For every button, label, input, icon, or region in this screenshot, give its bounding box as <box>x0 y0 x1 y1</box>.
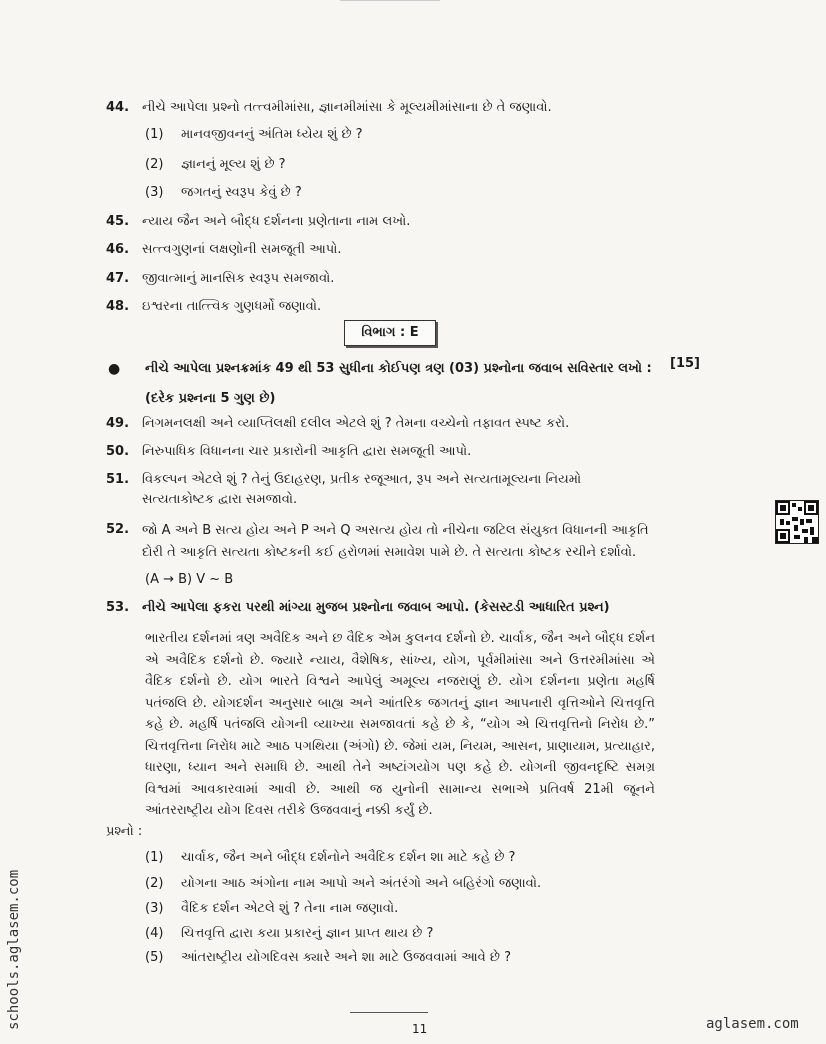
question-50: 50. નિરુપાધિક વિધાનના ચાર પ્રકારોની આકૃતિ દ્વારા સમજૂતી આપો. <box>106 444 472 459</box>
question-45: 45. ન્યાય જૈન અને બૌદ્ધ દર્શનના પ્રણેતાના નામ લખો. <box>106 214 411 229</box>
passage-question-3: (3) વૈદિક દર્શન એટલે શું ? તેના નામ જણાવો. <box>145 901 399 916</box>
questions-heading: પ્રશ્નો : <box>106 824 143 839</box>
question-46: 46. સત્ત્વગુણનાં લક્ષણોની સમજૂતી આપો. <box>106 242 342 257</box>
q44-sub-1: (1) માનવજીવનનું અંતિમ ધ્યેય શું છે ? <box>145 127 363 142</box>
passage-question-1: (1) ચાર્વાક, જૈન અને બૌદ્ધ દર્શનોને અવૈદિક દર્શન શા માટે કહે છે ? <box>145 850 516 865</box>
page-number: 11 <box>412 1022 428 1036</box>
question-47: 47. જીવાત્માનું માનસિક સ્વરૂપ સમજાવો. <box>106 271 335 286</box>
corner-watermark: aglasem.com <box>706 1016 799 1032</box>
passage-question-2: (2) યોગના આઠ અંગોના નામ આપો અને અંતરંગો અને બહિરંગો જણાવો. <box>145 876 542 891</box>
section-heading: વિભાગ : E <box>344 320 436 346</box>
qr-code-icon <box>775 500 819 544</box>
question-49: 49. નિગમનલક્ષી અને વ્યાપ્તિલક્ષી દલીલ એટલે શું ? તેમના વચ્ચેનો તફાવત સ્પષ્ટ કરો. <box>106 416 570 431</box>
q44-sub-2: (2) જ્ઞાનનું મૂલ્ય શું છે ? <box>145 157 286 172</box>
question-48: 48. ઇશ્વરના તાત્ત્વિક ગુણધર્મો જણાવો. <box>106 299 322 314</box>
question-number: 44. <box>106 100 130 115</box>
passage-question-5: (5) આંતરાષ્ટ્રીય યોગદિવસ ક્યારે અને શા માટે ઉજવવામાં આવે છે ? <box>145 950 512 965</box>
question-51: 51. વિકલ્પન એટલે શું ? તેનું ઉદાહરણ, પ્રતીક રજૂઆત, રૂપ અને સત્યતામૂલ્યના નિયમો સત્યતાકોષ્ટક દ્વારા સમજાવો. <box>106 472 582 507</box>
q44-sub-3: (3) જગતનું સ્વરૂપ કેવું છે ? <box>145 185 302 200</box>
bullet-icon: ● <box>108 361 121 377</box>
question-text: નીચે આપેલા પ્રશ્નો તત્ત્વમીમાંસા, જ્ઞાનમીમાંસા કે મૂલ્યમીમાંસાના છે તે જણાવો. <box>142 100 552 115</box>
top-scan-mark <box>340 0 440 5</box>
side-watermark: schools.aglasem.com <box>6 869 22 1030</box>
question-52: 52. જો A અને B સત્ય હોય અને P અને Q અસત્ય હોય તો નીચેના જટિલ સંયુક્ત વિધાનની આકૃતિ દોરી તે આકૃતિ સત્યતા કોષ્ટકની કઈ હરોળમાં સમાવેશ પામે છે. તે સત્યતા કોષ્ટક રચીને દર્શાવો. <box>106 522 649 560</box>
section-marks: [15] <box>670 356 700 371</box>
question-44 <box>106 98 706 118</box>
section-instruction: નીચે આપેલા પ્રશ્નક્રમાંક 49 થી 53 સુધીના કોઈપણ ત્રણ (03) પ્રશ્નોના જવાબ સવિસ્તાર લખો : (દરેક પ્રશ્નના 5 ગુણ છે) <box>145 361 652 406</box>
passage-question-4: (4) ચિત્તવૃત્તિ દ્વારા કયા પ્રકારનું જ્ઞાન પ્રાપ્ત થાય છે ? <box>145 926 434 941</box>
question-53: 53. નીચે આપેલા ફકરા પરથી માંગ્યા મુજબ પ્રશ્નોના જવાબ આપો. (કેસસ્ટડી આધારિત પ્રશ્ન) <box>106 600 610 615</box>
case-study-passage: ભારતીય દર્શનમાં ત્રણ અવૈદિક અને છ વૈદિક એમ કુલનવ દર્શનો છે. ચાર્વાક, જૈન અને બૌદ્ધ દર્શન એ અવૈદિક દર્શનો છે. જ્યારે ન્યાય, વૈશેષિક, સાંખ્ય, યોગ, પૂર્વમીમાંસા અને ઉત્તરમીમાંસા એ વૈદિક દર્શનો છે. યોગ ભારતે વિશ્વને આપેલું અમૂલ્ય નજરાણું છે. યોગ દર્શનના પ્રણેતા મહર્ષિ પતંજલિ છે. યોગદર્શન અનુસાર બાહ્ય અને આંતરિક જગતનું જ્ઞાન આપનારી વૃત્તિઓને ચિત્તવૃત્તિ કહે છે. મહર્ષિ પતંજલિ યોગની વ્યાખ્યા સમજાવતાં કહે છે કે, “યોગ એ ચિત્તવૃત્તિનો નિરોધ છે.” ચિત્તવૃત્તિના નિરોધ માટે આઠ પગથિયા (અંગો) છે. જેમાં યમ, નિયમ, આસન, પ્રાણાયામ, પ્રત્યાહાર, ધારણા, ધ્યાન અને સમાધિ છે. આથી તેને અષ્ટાંગયોગ પણ કહે છે. યોગની જીવનદૃષ્ટિ સમગ્ર વિશ્વમાં આવકારવામાં આવી છે. આથી જ યુનોની સામાન્ય સભાએ પ્રતિવર્ષ 21મી જૂનને આંતરરાષ્ટ્રીય યોગ દિવસ તરીકે ઉજવવાનું નક્કી કર્યું છે. <box>145 631 655 818</box>
q52-formula: (A → B) V ~ B <box>145 572 234 587</box>
footer-divider <box>350 1012 428 1013</box>
